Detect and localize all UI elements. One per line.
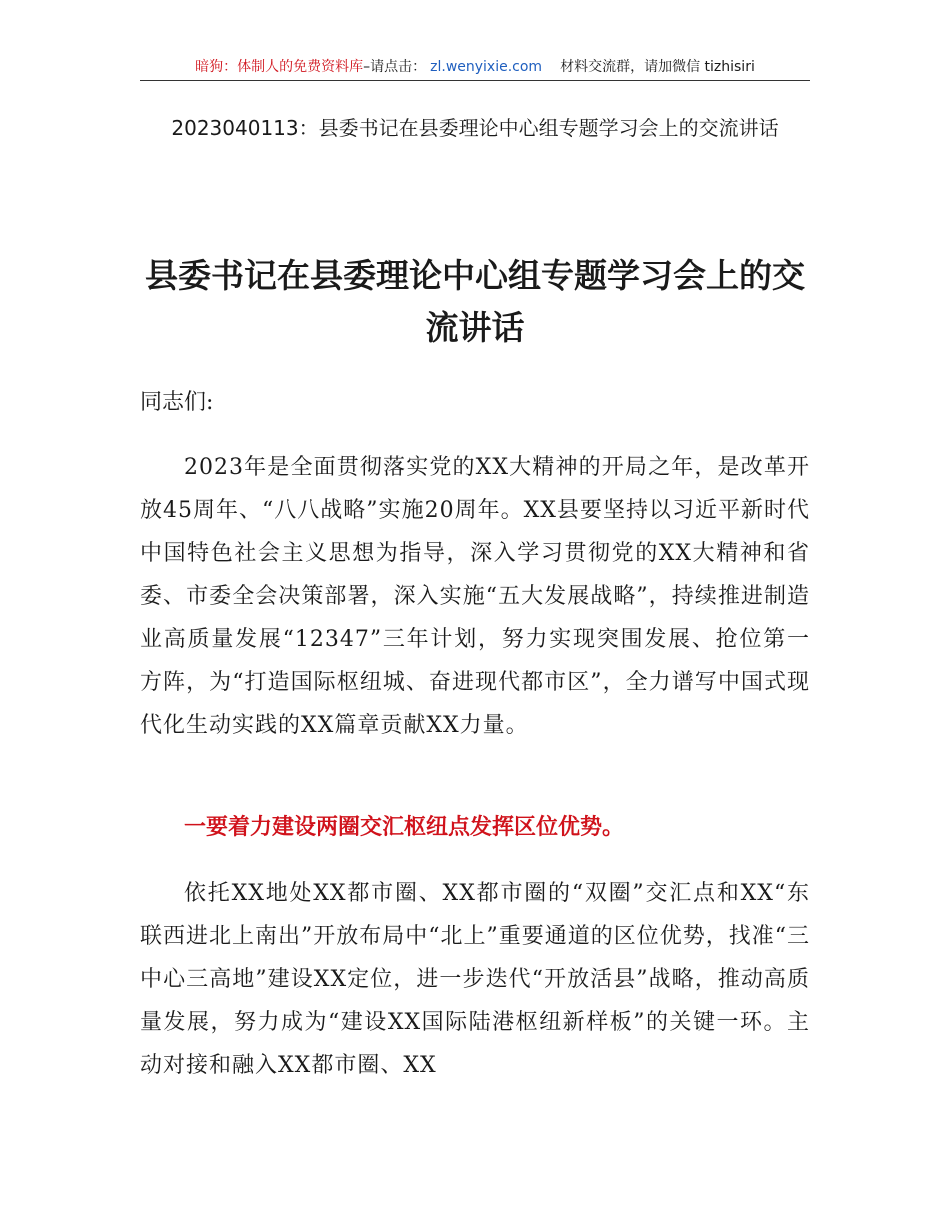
page-header bbox=[140, 56, 810, 81]
body-paragraph-2: 依托XX地处XX都市圈、XX都市圈的“双圈”交汇点和XX“东联西进北上南出”开放布局中“北上”重要通道的区位优势，找准“三中心三高地”建设XX定位，进一步迭代“开放活县”战略，推动高质量发展，努力成为“建设XX国际陆港枢纽新样板”的关键一环。主动对接和融入XX都市圈、XX bbox=[140, 881, 810, 1078]
header-website-link[interactable]: zl.wenyixie.com bbox=[430, 59, 543, 75]
salutation: 同志们: bbox=[140, 390, 214, 415]
header-prompt-text: –请点击： bbox=[363, 59, 427, 75]
header-promo-text: 暗狗：体制人的免费资料库 bbox=[195, 59, 364, 75]
section-heading: 一要着力建设两圈交汇枢纽点发挥区位优势。 bbox=[184, 815, 625, 840]
main-title: 县委书记在县委理论中心组专题学习会上的交流讲话 bbox=[145, 256, 805, 347]
body-paragraph-1: 2023年是全面贯彻落实党的XX大精神的开局之年，是改革开放45周年、“八八战略”实施20周年。XX县要坚持以习近平新时代中国特色社会主义思想为指导，深入学习贯彻党的XX大精神和省委、市委全会决策部署，深入实施“五大发展战略”，持续推进制造业高质量发展“12347”三年计划，努力实现突围发展、抢位第一方阵，为“打造国际枢纽城、奋进现代都市区”，全力谱写中国式现代化生动实践的XX篇章贡献XX力量。 bbox=[140, 455, 810, 738]
header-group-text: 材料交流群，请加微信 tizhisiri bbox=[560, 59, 755, 75]
document-id-title: 2023040113：县委书记在县委理论中心组专题学习会上的交流讲话 bbox=[171, 116, 779, 140]
